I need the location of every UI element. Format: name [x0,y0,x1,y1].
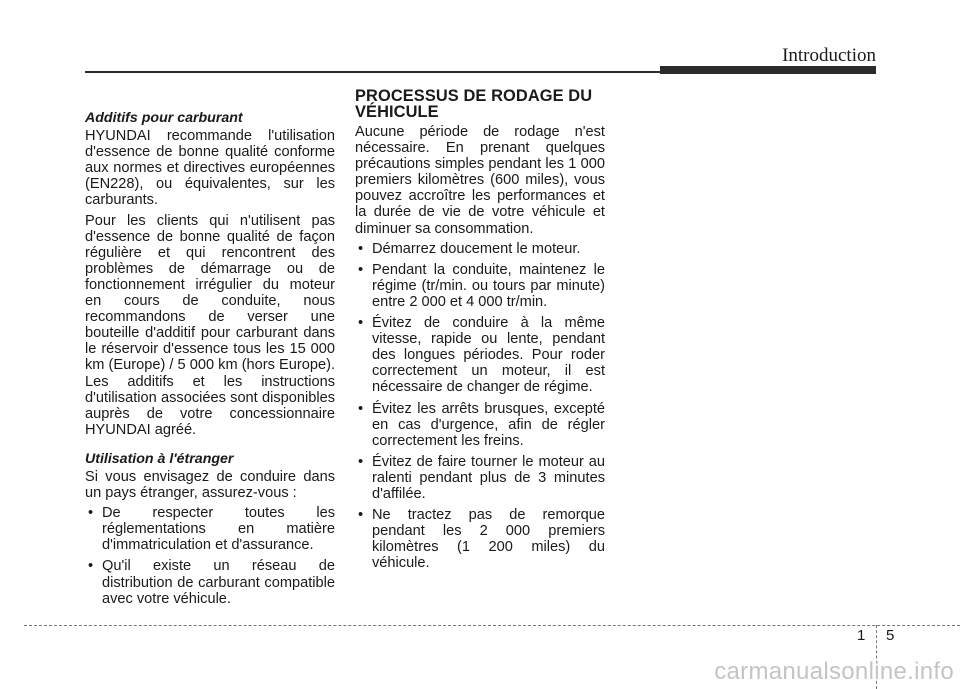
list-item-text: Évitez de faire tourner le moteur au ralenti pendant plus de 3 minutes d'affilée. [372,453,605,502]
bullet-icon: • [358,453,364,470]
list-item [85,558,335,606]
list-item [85,505,335,553]
list-item [355,315,605,395]
right-column [355,88,605,576]
bullet-icon: • [358,507,364,524]
section-title: Introduction [782,45,876,66]
header-rule-thick [660,66,876,74]
list-item-text: Démarrez doucement le moteur. [372,240,581,257]
list-item-text: De respecter toutes les réglementations en matière d'immatriculation et d'assurance. [102,505,335,554]
abroad-list [85,505,335,607]
footer-divider [24,625,960,626]
list-item [355,241,605,257]
header-rule [85,71,661,73]
list-item-text: Ne tractez pas de remorque pendant les 2 000 premiers kilomètres (1 200 miles) du véhicule. [372,507,605,572]
bullet-icon: • [358,240,364,257]
abroad-heading: Utilisation à l'étranger [85,450,234,467]
list-item-text: Évitez de conduire à la même vitesse, rapide ou lente, pendant des longues périodes. Pour roder correctement un moteur, il est nécessaire de changer de régime. [372,315,605,396]
additives-paragraph-1: HYUNDAI recommande l'utilisation d'essence de bonne qualité conforme aux normes et directives européennes (EN228), ou équivalentes, sur les carburants. [85,128,335,209]
left-column [85,110,335,612]
break-in-list [355,241,605,572]
list-item [355,507,605,571]
list-item [355,454,605,502]
additives-paragraph-2: Pour les clients qui n'utilisent pas d'essence de bonne qualité de façon régulière et qui rencontrent des problèmes de démarrage ou de fonctionnement irrégulier du moteur en cours de conduite, nous recommandons de verser une bouteille d'additif pour carburant dans le réservoir d'essence tous les 15 000 km (Europe) / 5 000 km (hors Europe). Les additifs et les instructions d'utilisation associées sont disponibles auprès de votre concessionnaire HYUNDAI agréé. [85,212,335,438]
list-item [355,401,605,449]
chapter-number: 1 [857,627,866,644]
list-item [355,262,605,310]
list-item-text: Qu'il existe un réseau de distribution de carburant compatible avec votre véhicule. [102,558,335,607]
list-item-text: Évitez les arrêts brusques, excepté en cas d'urgence, afin de régler correctement les freins. [372,400,605,449]
page-number: 5 [886,627,895,644]
break-in-title: PROCESSUS DE RODAGE DU VÉHICULE [355,87,593,121]
bullet-icon: • [88,558,94,575]
list-item-text: Pendant la conduite, maintenez le régime (tr/min. ou tours par minute) entre 2 000 et 4 000 tr/min. [372,261,605,310]
bullet-icon: • [358,315,364,332]
additives-heading: Additifs pour carburant [85,110,243,126]
watermark: carmanualsonline.info [714,658,954,685]
abroad-paragraph: Si vous envisagez de conduire dans un pays étranger, assurez-vous : [85,468,335,502]
bullet-icon: • [88,505,94,522]
bullet-icon: • [358,261,364,278]
bullet-icon: • [358,400,364,417]
break-in-paragraph: Aucune période de rodage n'est nécessaire. En prenant quelques précautions simples pendant les 1 000 premiers kilomètres (600 miles), vous pouvez accroître les performances et la durée de vie de votre véhicule et diminuer sa consommation. [355,124,605,237]
